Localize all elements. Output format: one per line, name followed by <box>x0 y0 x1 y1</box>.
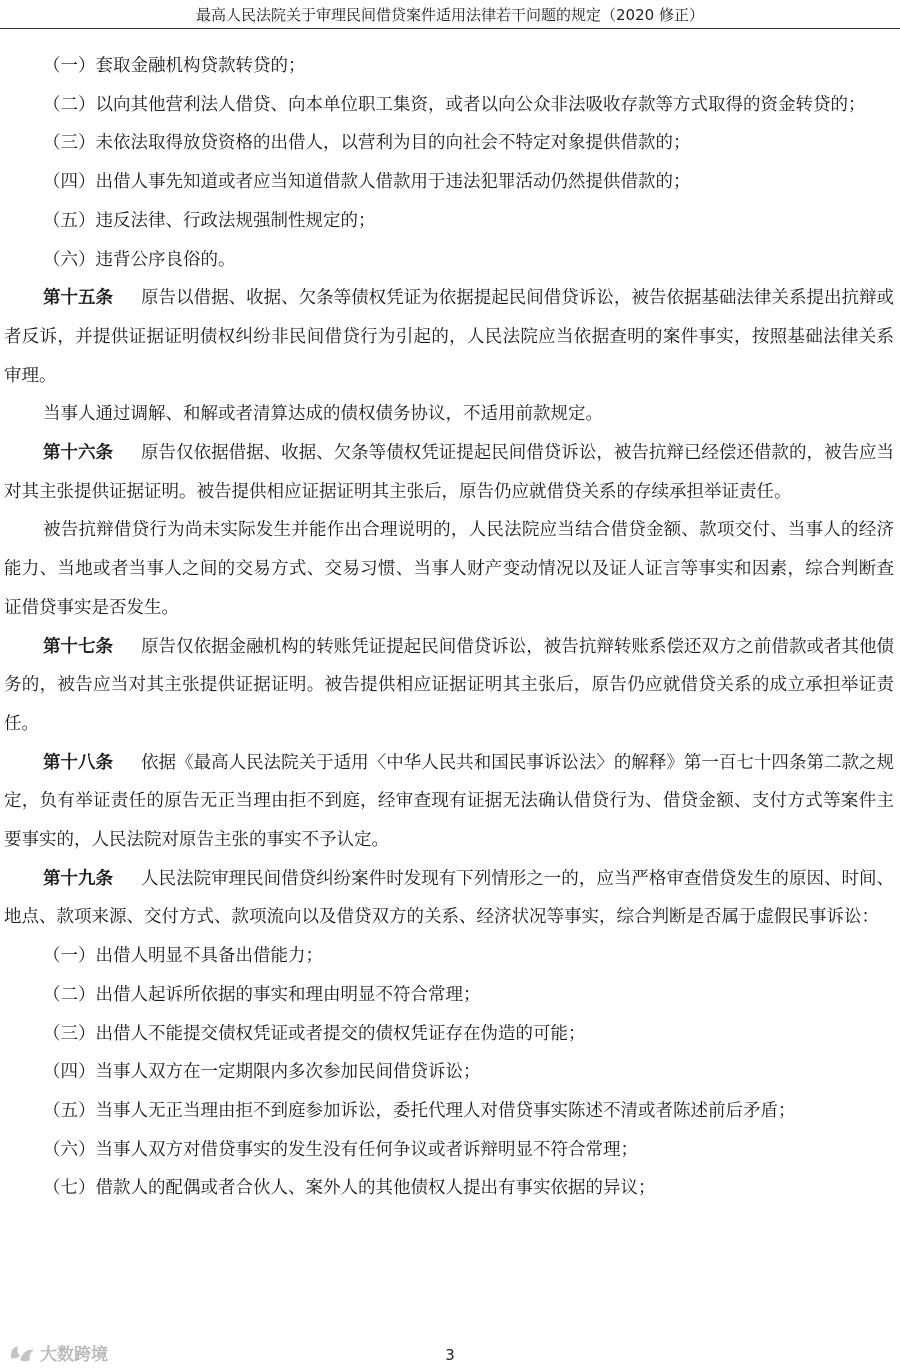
article-paragraph <box>4 279 894 395</box>
paragraph-text: （三）出借人不能提交债权凭证或者提交的债权凭证存在伪造的可能； <box>43 1023 586 1044</box>
paragraph-text: （七）借款人的配偶或者合伙人、案外人的其他债权人提出有事实依据的异议； <box>43 1178 656 1199</box>
paragraph-text: 当事人通过调解、和解或者清算达成的债权债务协议，不适用前款规定。 <box>43 404 603 425</box>
article-paragraph <box>4 744 894 860</box>
paragraph-text: （五）当事人无正当理由拒不到庭参加诉讼，委托代理人对借贷事实陈述不清或者陈述前后矛盾； <box>43 1100 796 1121</box>
watermark-text: 大数跨境 <box>40 1345 108 1365</box>
paragraph <box>4 1092 894 1131</box>
paragraph-text: （二）以向其他营利法人借贷、向本单位职工集资，或者以向公众非法吸收存款等方式取得的资金转贷的； <box>43 94 866 115</box>
paragraph <box>4 976 894 1015</box>
paragraph-text: （二）出借人起诉所依据的事实和理由明显不符合常理； <box>43 984 481 1005</box>
page-header: 最高人民法院关于审理民间借贷案件适用法律若干问题的规定（2020 修正） <box>196 6 704 24</box>
paragraph-text: 原告以借据、收据、欠条等债权凭证为依据提起民间借贷诉讼，被告依据基础法律关系提出抗辩或者反诉，并提供证据证明债权纠纷非民间借贷行为引起的，人民法院应当依据查明的案件事实，按照基础法律关系审理。 <box>4 288 895 386</box>
article-paragraph <box>4 860 894 937</box>
article-number: 第十九条 <box>43 868 114 889</box>
article-paragraph <box>4 434 894 511</box>
paragraph <box>4 1053 894 1092</box>
paragraph <box>4 124 894 163</box>
paragraph-text: （一）套取金融机构贷款转贷的； <box>43 56 306 76</box>
paragraph-text: 依据《最高人民法院关于适用〈中华人民共和国民事诉讼法〉的解释》第一百七十四条第二款之规定，负有举证责任的原告无正当理由拒不到庭，经审查现有证据无法确认借贷行为、借贷金额、支付方式等案件主要事实的，人民法院对原告主张的事实不予认定。 <box>4 752 895 851</box>
paragraph-text: （三）未依法取得放贷资格的出借人，以营利为目的向社会不特定对象提供借款的； <box>43 133 691 154</box>
paragraph <box>4 241 894 280</box>
paragraph <box>4 937 894 976</box>
paragraph-text: （一）出借人明显不具备出借能力； <box>43 946 323 967</box>
paragraph-text: （六）当事人双方对借贷事实的发生没有任何争议或者诉辩明显不符合常理； <box>43 1139 638 1160</box>
paragraph-text: 人民法院审理民间借贷纠纷案件时发现有下列情形之一的，应当严格审查借贷发生的原因、时间、地点、款项来源、交付方式、款项流向以及借贷双方的关系、经济状况等事实，综合判断是否属于虚假民事诉讼： <box>4 868 895 928</box>
paragraph <box>4 163 894 202</box>
article-number: 第十八条 <box>43 752 114 773</box>
paragraph-text: 原告仅依据金融机构的转账凭证提起民间借贷诉讼，被告抗辩转账系偿还双方之前借款或者其他债务的，被告应当对其主张提供证据证明。被告提供相应证据证明其主张后，原告仍应就借贷关系的成立承担举证责任。 <box>4 636 895 734</box>
paragraph-text: （四）出借人事先知道或者应当知道借款人借款用于违法犯罪活动仍然提供借款的； <box>43 172 691 193</box>
article-number: 第十七条 <box>43 636 114 657</box>
paragraph-text: 原告仅依据借据、收据、欠条等债权凭证提起民间借贷诉讼，被告抗辩已经偿还借款的，被告应当对其主张提供证据证明。被告提供相应证据证明其主张后，原告仍应就借贷关系的存续承担举证责任。 <box>4 443 895 502</box>
article-number: 第十六条 <box>43 443 114 464</box>
header-divider <box>0 28 900 29</box>
paragraph <box>4 511 894 627</box>
brand-logo-icon <box>8 1342 36 1364</box>
article-paragraph <box>4 628 894 744</box>
paragraph <box>4 1015 894 1054</box>
paragraph <box>4 395 894 434</box>
watermark <box>8 1340 108 1365</box>
paragraph <box>4 86 894 125</box>
paragraph <box>4 202 894 241</box>
page-number: 3 <box>445 1346 455 1364</box>
paragraph <box>4 47 894 86</box>
paragraph-text: （四）当事人双方在一定期限内多次参加民间借贷诉讼； <box>43 1062 481 1083</box>
paragraph-text: 被告抗辩借贷行为尚未实际发生并能作出合理说明的，人民法院应当结合借贷金额、款项交付、当事人的经济能力、当地或者当事人之间的交易方式、交易习惯、当事人财产变动情况以及证人证言等事实和因素，综合判断查证借贷事实是否发生。 <box>4 520 894 618</box>
paragraph-text: （五）违反法律、行政法规强制性规定的； <box>43 210 376 231</box>
paragraph-text: （六）违背公序良俗的。 <box>43 249 236 270</box>
paragraph <box>4 1169 894 1208</box>
paragraph <box>4 1131 894 1170</box>
document-body <box>4 47 894 1208</box>
article-number: 第十五条 <box>43 288 114 309</box>
